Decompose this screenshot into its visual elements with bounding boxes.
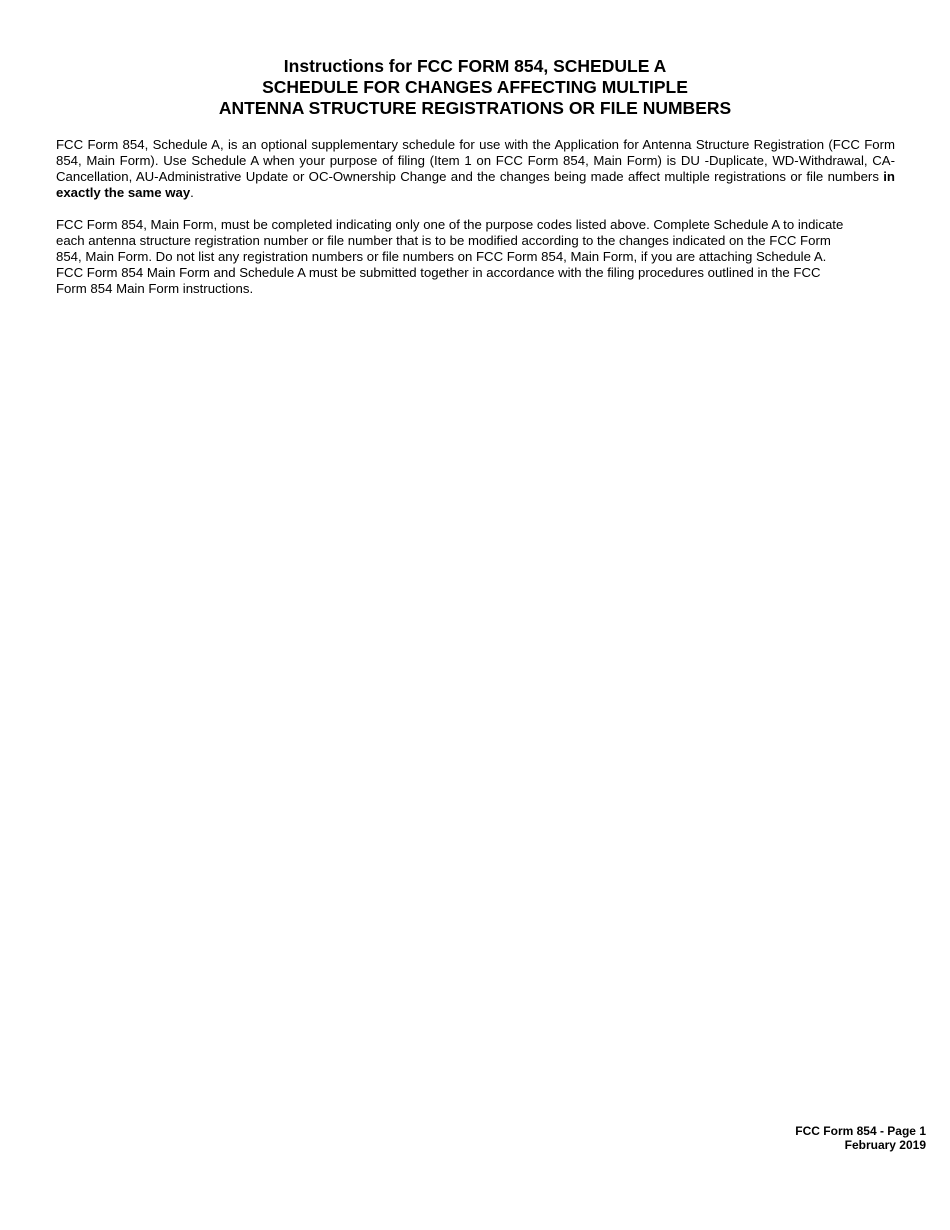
paragraph-instructions-line: FCC Form 854, Main Form, must be completed indicating only one of the purpose codes listed above. Complete Schedule A to indicate bbox=[56, 217, 844, 232]
paragraph-purpose-emphasis: in exactly the same way bbox=[56, 169, 895, 200]
paragraph-instructions-line: FCC Form 854 Main Form and Schedule A must be submitted together in accordance with the filing procedures outlined in the FCC bbox=[56, 265, 821, 280]
paragraph-instructions bbox=[56, 217, 895, 297]
paragraph-purpose-end: . bbox=[190, 185, 194, 200]
paragraph-instructions-line: 854, Main Form. Do not list any registration numbers or file numbers on FCC Form 854, Main Form, if you are attaching Schedule A. bbox=[56, 249, 827, 264]
document-title bbox=[0, 56, 950, 119]
title-line-3: ANTENNA STRUCTURE REGISTRATIONS OR FILE NUMBERS bbox=[218, 98, 732, 118]
paragraph-purpose-text: FCC Form 854, Schedule A, is an optional supplementary schedule for use with the Application for Antenna Structure Registration (FCC Form 854, Main Form). Use Schedule A when your purpose of filing (Item 1 on FCC Form 854, Main Form) is DU -Duplicate, WD-Withdrawal, CA-Cancellation, AU-Administrative Update or OC-Ownership Change and the changes being made affect multiple registrations or file numbers bbox=[56, 137, 895, 184]
title-line-2: SCHEDULE FOR CHANGES AFFECTING MULTIPLE bbox=[262, 77, 688, 97]
footer-form-page: FCC Form 854 - Page 1 bbox=[795, 1124, 926, 1138]
paragraph-purpose bbox=[56, 137, 895, 201]
title-line-1: Instructions for FCC FORM 854, SCHEDULE A bbox=[283, 56, 667, 76]
paragraph-instructions-line: each antenna structure registration number or file number that is to be modified according to the changes indicated on the FCC Form bbox=[56, 233, 831, 248]
page-footer bbox=[795, 1124, 926, 1152]
paragraph-instructions-line: Form 854 Main Form instructions. bbox=[56, 281, 254, 296]
footer-date: February 2019 bbox=[844, 1138, 926, 1152]
